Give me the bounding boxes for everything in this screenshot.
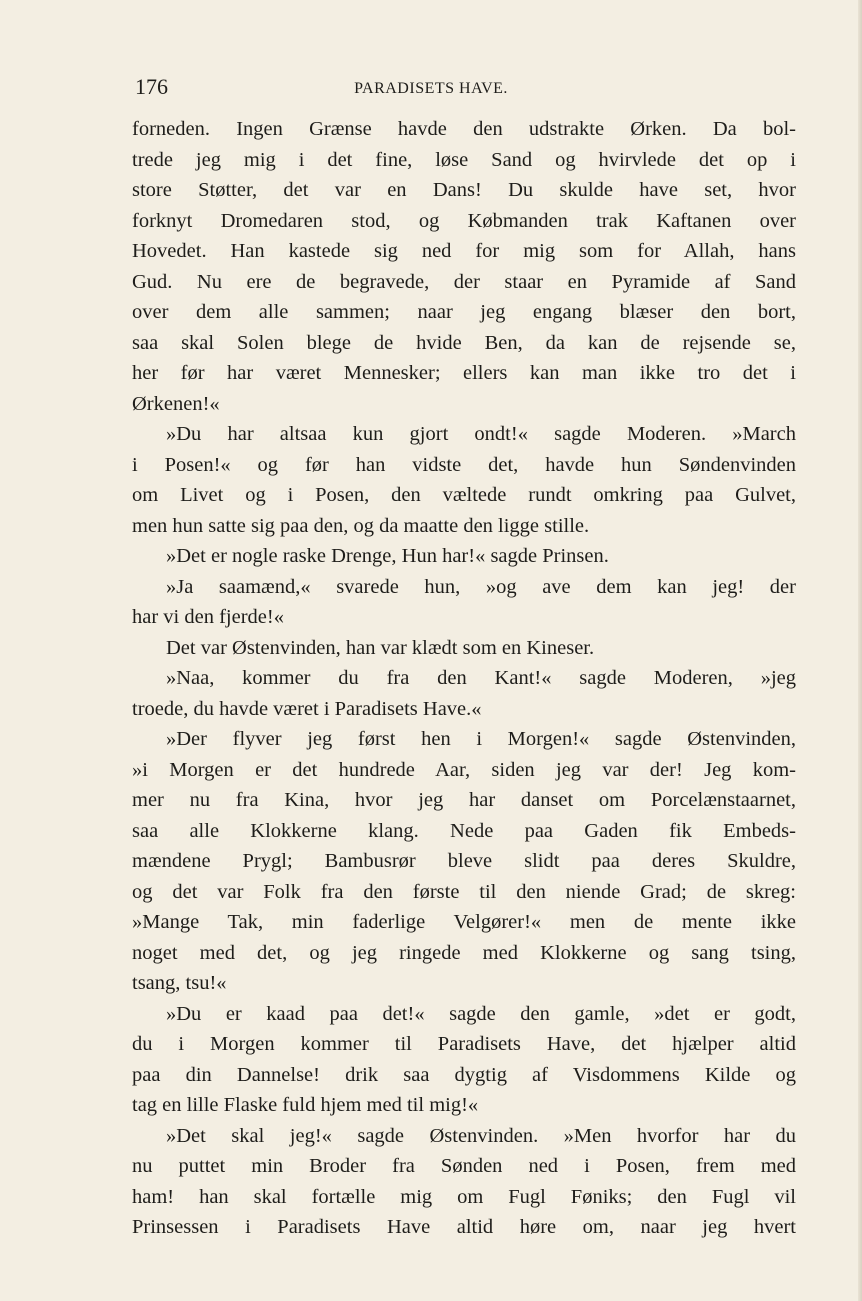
- text-line: Det var Østenvinden, han var klædt som en Kineser.: [166, 636, 595, 659]
- page-edge: [858, 0, 862, 1301]
- text-line: »Der flyver jeg først hen i Morgen!« sagde Østenvinden,: [166, 728, 796, 750]
- text-line: trede jeg mig i det fine, løse Sand og hvirvlede det op i: [132, 148, 796, 171]
- text-line: noget med det, og jeg ringede med Klokkerne og sang tsing,: [132, 941, 796, 964]
- text-line: tsang, tsu!«: [132, 972, 227, 994]
- text-line: »Naa, kommer du fra den Kant!« sagde Moderen, »jeg: [166, 667, 796, 689]
- text-line: forknyt Dromedaren stod, og Købmanden trak Kaftanen over: [132, 209, 796, 232]
- text-line: ham! han skal fortælle mig om Fugl Føniks; den Fugl vil: [132, 1185, 796, 1208]
- text-line: Hovedet. Han kastede sig ned for mig som for Allah, hans: [132, 240, 796, 262]
- text-line: men hun satte sig paa den, og da maatte den ligge stille.: [132, 514, 590, 537]
- text-line: »Ja saamænd,« svarede hun, »og ave dem kan jeg! der: [166, 575, 796, 598]
- text-line: om Livet og i Posen, den væltede rundt omkring paa Gulvet,: [132, 484, 796, 506]
- text-line: saa alle Klokkerne klang. Nede paa Gaden fik Embeds-: [132, 819, 796, 842]
- page-number: 176: [135, 74, 168, 99]
- text-line: tag en lille Flaske fuld hjem med til mig!«: [132, 1094, 479, 1116]
- text-line: i Posen!« og før han vidste det, havde hun Søndenvinden: [132, 453, 796, 476]
- text-line: nu puttet min Broder fra Sønden ned i Posen, frem med: [132, 1155, 796, 1177]
- text-line: du i Morgen kommer til Paradisets Have, det hjælper altid: [132, 1033, 796, 1055]
- text-line: »i Morgen er det hundrede Aar, siden jeg var der! Jeg kom-: [132, 758, 796, 781]
- text-line: »Det skal jeg!« sagde Østenvinden. »Men hvorfor har du: [166, 1124, 796, 1147]
- text-line: Prinsessen i Paradisets Have altid høre om, naar jeg hvert: [132, 1216, 796, 1238]
- body-text: [132, 114, 796, 1243]
- text-line: over dem alle sammen; naar jeg engang blæser den bort,: [132, 301, 796, 323]
- text-line: store Støtter, det var en Dans! Du skulde have set, hvor: [132, 179, 796, 201]
- text-line: »Mange Tak, min faderlige Velgører!« men de mente ikke: [132, 911, 796, 933]
- text-line: forneden. Ingen Grænse havde den udstrakte Ørken. Da bol-: [132, 118, 796, 140]
- text-line: »Det er nogle raske Drenge, Hun har!« sagde Prinsen.: [166, 545, 609, 567]
- text-line: saa skal Solen blege de hvide Ben, da kan de rejsende se,: [132, 331, 796, 354]
- text-line: troede, du havde været i Paradisets Have.«: [132, 697, 482, 720]
- text-line: »Du har altsaa kun gjort ondt!« sagde Moderen. »March: [166, 423, 796, 445]
- text-line: mer nu fra Kina, hvor jeg har danset om Porcelænstaarnet,: [132, 789, 796, 811]
- text-line: her før har været Mennesker; ellers kan man ikke tro det i: [132, 362, 796, 384]
- running-head: PARADISETS HAVE.: [354, 80, 508, 97]
- text-line: mændene Prygl; Bambusrør bleve slidt paa deres Skuldre,: [132, 850, 796, 872]
- text-line: har vi den fjerde!«: [132, 606, 284, 628]
- text-line: Ørkenen!«: [132, 392, 220, 415]
- text-line: Gud. Nu ere de begravede, der staar en Pyramide af Sand: [132, 270, 796, 293]
- text-line: paa din Dannelse! drik saa dygtig af Visdommens Kilde og: [132, 1063, 796, 1086]
- text-line: »Du er kaad paa det!« sagde den gamle, »det er godt,: [166, 1002, 796, 1025]
- text-line: og det var Folk fra den første til den niende Grad; de skreg:: [132, 880, 796, 903]
